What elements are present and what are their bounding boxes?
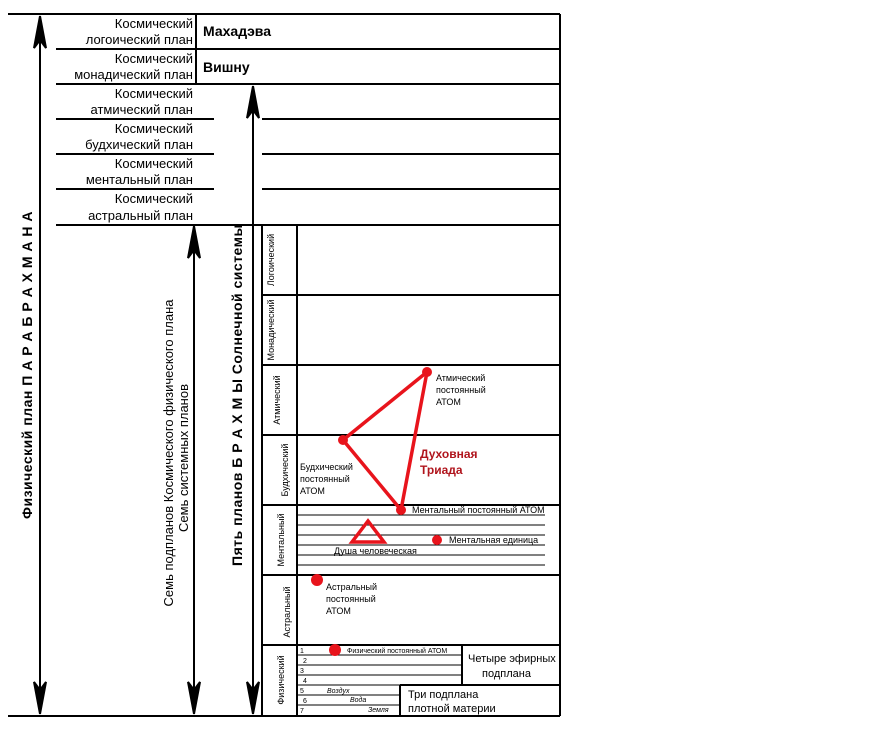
label-seven-system-planes: Семь системных планов — [176, 384, 191, 532]
mental-atom-dot — [396, 505, 406, 515]
buddhic-atom-label: постоянный — [300, 474, 350, 484]
cosmic-plane-label: Космический — [114, 156, 193, 171]
mental-atom-label: Ментальный постоянный АТОМ — [412, 505, 545, 515]
triad-triangle — [343, 372, 427, 510]
astral-atom-label: постоянный — [326, 594, 376, 604]
cosmic-plane-label: астральный план — [88, 208, 193, 223]
triad-label: Триада — [420, 463, 463, 477]
subplane-number: 3 — [300, 668, 304, 675]
atmic-atom-label: постоянный — [436, 385, 486, 395]
solar-plane-label: Ментальный — [276, 513, 286, 567]
subplane-number: 4 — [303, 678, 307, 685]
solar-plane-label: Монадический — [266, 299, 276, 361]
cosmic-plane-label: Космический — [114, 191, 193, 206]
buddhic-atom-label: Будхический — [300, 462, 353, 472]
cosmic-plane-label: логоический план — [85, 32, 193, 47]
soul-label: Душа человеческая — [334, 546, 417, 556]
subplane-number: 2 — [303, 658, 307, 665]
solar-plane-label: Будхический — [280, 443, 290, 497]
astral-atom-dot — [311, 574, 323, 586]
cosmic-plane-label: Космический — [114, 86, 193, 101]
atom-labels — [300, 373, 545, 655]
dense-box-label: плотной материи — [408, 703, 496, 715]
atmic-atom-label: АТОМ — [436, 397, 461, 407]
physical-atom-label: Физический постоянный АТОМ — [347, 648, 448, 655]
physical-atom-dot — [329, 644, 341, 656]
cosmic-plane-label: будхический план — [85, 137, 193, 152]
subplane-number: 7 — [300, 708, 304, 715]
subplane-number: 5 — [300, 688, 304, 695]
element-earth: Земля — [368, 707, 389, 714]
subplane-number: 1 — [300, 648, 304, 655]
solar-plane-label: Астральный — [282, 586, 292, 638]
spiritual-triad — [343, 372, 427, 510]
cosmic-plane-label: Космический — [114, 121, 193, 136]
buddhic-atom-label: АТОМ — [300, 486, 325, 496]
solar-plane-label: Логоический — [266, 233, 276, 287]
cosmic-plane-label: монадический план — [74, 67, 193, 82]
element-water: Вода — [350, 697, 367, 704]
label-parabrahman: Физический план П А Р А Б Р А Х М А Н А — [19, 211, 35, 519]
label-seven-subplanes: Семь подпланов Космического физического плана — [161, 299, 176, 607]
triad-label: Духовная — [420, 447, 478, 461]
astral-atom-label: АТОМ — [326, 606, 351, 616]
deity-mahadeva: Махадэва — [203, 23, 272, 39]
ether-box-label: Четыре эфирных — [468, 653, 556, 665]
buddhic-atom-dot — [338, 435, 348, 445]
mental-unit-dot — [432, 535, 442, 545]
astral-atom-label: Астральный — [326, 582, 378, 592]
mental-unit-label: Ментальная единица — [449, 535, 539, 545]
solar-plane-label: Физический — [276, 655, 286, 705]
atmic-atom-dot — [422, 367, 432, 377]
subplane-number: 6 — [303, 698, 307, 705]
label-five-planes-brahma: Пять планов Б Р А Х М Ы Солнечной системы — [229, 224, 245, 566]
cosmic-plane-label: Космический — [114, 51, 193, 66]
cosmic-plane-label: Космический — [114, 16, 193, 31]
solar-plane-labels — [266, 234, 292, 705]
solar-plane-label: Атмический — [272, 375, 282, 425]
atmic-atom-label: Атмический — [436, 373, 486, 383]
deity-vishnu: Вишну — [203, 59, 250, 75]
element-air: Воздух — [327, 688, 350, 695]
cosmic-plane-label: ментальный план — [85, 172, 193, 187]
ether-box-label: подплана — [482, 668, 531, 680]
cosmic-plane-label: атмический план — [90, 102, 193, 117]
soul-triangle — [352, 521, 384, 542]
dense-box-label: Три подплана — [408, 689, 479, 701]
